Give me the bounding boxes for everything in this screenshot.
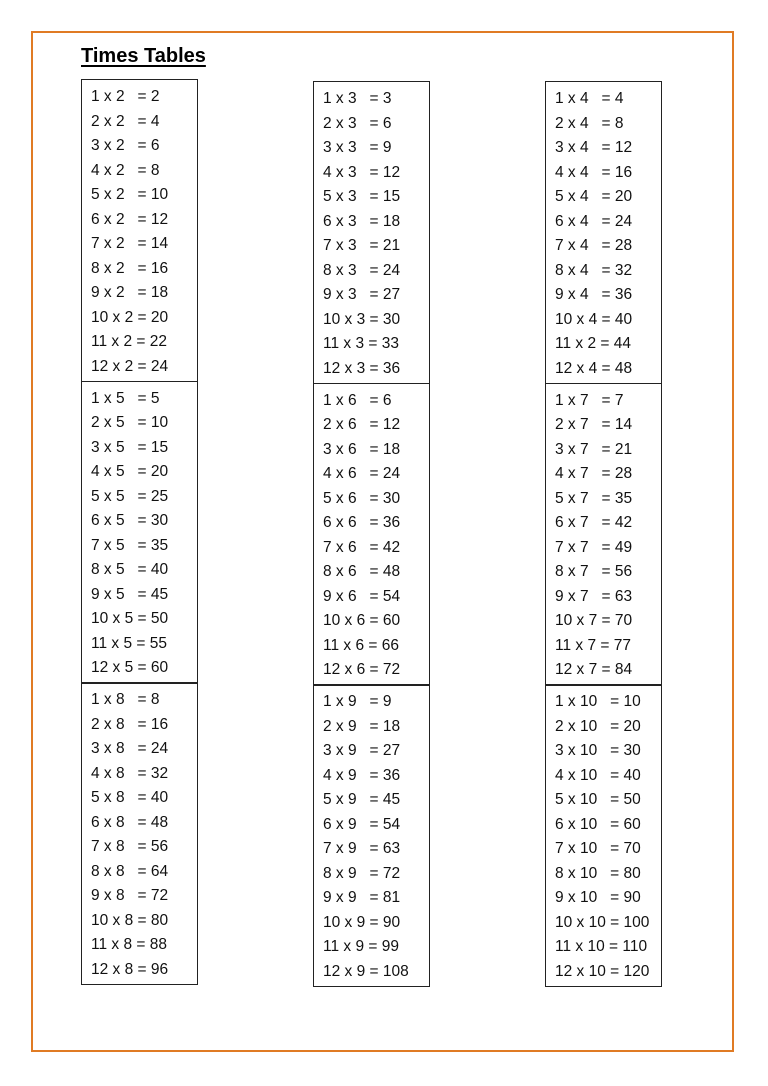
table-row: 10 x 6 = 60 xyxy=(323,612,401,629)
table-row: 3 x 2 = 6 xyxy=(91,137,160,154)
table-row: 7 x 10 = 70 xyxy=(555,840,641,857)
table-row: 3 x 9 = 27 xyxy=(323,742,401,759)
table-row: 6 x 9 = 54 xyxy=(323,815,401,833)
table-row: 12 x 2 = 24 xyxy=(91,357,169,375)
table-row: 7 x 4 = 28 xyxy=(555,237,633,254)
table-row: 1 x 10 = 10 xyxy=(555,693,641,710)
table-row: 6 x 4 = 24 xyxy=(555,212,633,230)
table-column xyxy=(545,81,662,987)
table-row: 2 x 4 = 8 xyxy=(555,114,624,132)
table-row: 8 x 5 = 40 xyxy=(91,561,169,578)
table-row: 12 x 8 = 96 xyxy=(91,960,169,978)
table-row: 4 x 10 = 40 xyxy=(555,766,641,784)
table-row: 2 x 3 = 6 xyxy=(323,114,392,132)
table-row: 4 x 7 = 28 xyxy=(555,465,633,482)
table-row: 1 x 9 = 9 xyxy=(323,693,392,710)
table-row: 11 x 2 = 22 xyxy=(91,333,167,350)
table-row: 9 x 4 = 36 xyxy=(555,286,633,303)
table-row: 3 x 3 = 9 xyxy=(323,139,392,156)
table-row: 10 x 2 = 20 xyxy=(91,308,169,326)
table-row: 7 x 7 = 49 xyxy=(555,538,633,556)
table-row: 4 x 9 = 36 xyxy=(323,766,401,784)
table-row: 3 x 6 = 18 xyxy=(323,440,401,458)
table-row: 8 x 10 = 80 xyxy=(555,864,641,882)
table-row: 9 x 7 = 63 xyxy=(555,587,633,605)
table-row: 5 x 3 = 15 xyxy=(323,188,401,205)
table-row: 5 x 7 = 35 xyxy=(555,489,633,507)
table-row: 6 x 6 = 36 xyxy=(323,514,401,531)
table-row: 12 x 10 = 120 xyxy=(555,962,650,980)
table-row: 6 x 3 = 18 xyxy=(323,212,401,230)
table-row: 11 x 6 = 66 xyxy=(323,636,399,654)
table-row: 3 x 4 = 12 xyxy=(555,139,633,156)
table-row: 5 x 9 = 45 xyxy=(323,791,401,808)
table-row: 7 x 5 = 35 xyxy=(91,536,169,554)
table-row: 7 x 6 = 42 xyxy=(323,538,401,556)
times-table-4 xyxy=(545,81,662,384)
table-row: 2 x 6 = 12 xyxy=(323,416,401,433)
table-row: 11 x 7 = 77 xyxy=(555,636,631,654)
table-row: 12 x 6 = 72 xyxy=(323,661,401,678)
times-table-9 xyxy=(313,684,430,987)
table-row: 6 x 10 = 60 xyxy=(555,815,641,833)
table-row: 9 x 10 = 90 xyxy=(555,889,641,906)
table-row: 1 x 6 = 6 xyxy=(323,391,392,409)
table-row: 8 x 2 = 16 xyxy=(91,259,169,277)
table-row: 6 x 7 = 42 xyxy=(555,514,633,531)
table-row: 1 x 3 = 3 xyxy=(323,90,392,107)
table-row: 9 x 5 = 45 xyxy=(91,585,169,603)
table-row: 8 x 6 = 48 xyxy=(323,563,401,580)
table-row: 3 x 7 = 21 xyxy=(555,440,633,458)
table-row: 5 x 4 = 20 xyxy=(555,188,633,205)
table-row: 10 x 10 = 100 xyxy=(555,913,650,931)
table-row: 8 x 8 = 64 xyxy=(91,862,169,880)
table-column xyxy=(81,79,198,985)
table-row: 11 x 10 = 110 xyxy=(555,938,648,955)
table-row: 11 x 9 = 99 xyxy=(323,938,399,955)
table-row: 2 x 7 = 14 xyxy=(555,416,633,433)
table-row: 6 x 5 = 30 xyxy=(91,512,169,529)
table-row: 12 x 4 = 48 xyxy=(555,359,633,377)
table-row: 10 x 3 = 30 xyxy=(323,310,401,328)
page-title: Times Tables xyxy=(81,45,206,67)
table-row: 9 x 2 = 18 xyxy=(91,284,169,301)
table-row: 10 x 5 = 50 xyxy=(91,610,169,627)
times-table-6 xyxy=(313,383,430,686)
table-row: 2 x 2 = 4 xyxy=(91,112,160,130)
table-row: 9 x 6 = 54 xyxy=(323,587,401,605)
table-row: 1 x 2 = 2 xyxy=(91,88,160,105)
table-row: 5 x 2 = 10 xyxy=(91,186,169,203)
table-row: 5 x 6 = 30 xyxy=(323,489,401,507)
table-row: 10 x 9 = 90 xyxy=(323,913,401,931)
table-row: 4 x 3 = 12 xyxy=(323,163,401,181)
table-row: 5 x 5 = 25 xyxy=(91,487,169,505)
times-table-3 xyxy=(313,81,430,384)
table-row: 12 x 3 = 36 xyxy=(323,359,401,377)
table-row: 10 x 7 = 70 xyxy=(555,612,633,629)
table-row: 5 x 8 = 40 xyxy=(91,789,169,806)
table-row: 11 x 8 = 88 xyxy=(91,936,167,953)
table-row: 5 x 10 = 50 xyxy=(555,791,641,808)
table-row: 1 x 5 = 5 xyxy=(91,389,160,407)
table-row: 10 x 4 = 40 xyxy=(555,310,633,328)
table-column xyxy=(313,81,430,987)
times-table-10 xyxy=(545,684,662,987)
times-table-2 xyxy=(81,79,198,382)
table-row: 8 x 7 = 56 xyxy=(555,563,633,580)
table-row: 12 x 7 = 84 xyxy=(555,661,633,678)
table-row: 4 x 8 = 32 xyxy=(91,764,169,782)
table-row: 1 x 8 = 8 xyxy=(91,691,160,708)
table-row: 11 x 3 = 33 xyxy=(323,335,399,352)
times-table-8 xyxy=(81,682,198,985)
table-row: 8 x 4 = 32 xyxy=(555,261,633,279)
times-table-7 xyxy=(545,383,662,686)
table-row: 2 x 8 = 16 xyxy=(91,715,169,733)
times-table-5 xyxy=(81,381,198,684)
table-row: 4 x 2 = 8 xyxy=(91,161,160,179)
table-row: 1 x 7 = 7 xyxy=(555,391,624,409)
table-row: 8 x 9 = 72 xyxy=(323,864,401,882)
table-row: 7 x 8 = 56 xyxy=(91,838,169,855)
table-row: 4 x 4 = 16 xyxy=(555,163,633,181)
table-row: 12 x 9 = 108 xyxy=(323,962,409,980)
table-row: 3 x 8 = 24 xyxy=(91,740,169,757)
table-row: 4 x 5 = 20 xyxy=(91,463,169,480)
table-row: 2 x 5 = 10 xyxy=(91,414,169,431)
table-row: 6 x 8 = 48 xyxy=(91,813,169,831)
table-row: 9 x 3 = 27 xyxy=(323,286,401,303)
table-row: 12 x 5 = 60 xyxy=(91,659,169,676)
table-row: 7 x 9 = 63 xyxy=(323,840,401,857)
table-row: 7 x 3 = 21 xyxy=(323,237,401,254)
table-row: 9 x 8 = 72 xyxy=(91,887,169,904)
table-row: 7 x 2 = 14 xyxy=(91,235,169,252)
table-row: 3 x 5 = 15 xyxy=(91,438,169,456)
table-row: 2 x 10 = 20 xyxy=(555,717,641,735)
table-row: 9 x 9 = 81 xyxy=(323,889,401,906)
table-row: 1 x 4 = 4 xyxy=(555,90,624,107)
table-row: 2 x 9 = 18 xyxy=(323,717,401,735)
table-row: 8 x 3 = 24 xyxy=(323,261,401,279)
table-row: 10 x 8 = 80 xyxy=(91,911,169,929)
table-row: 6 x 2 = 12 xyxy=(91,210,169,228)
table-row: 11 x 5 = 55 xyxy=(91,634,167,652)
table-row: 4 x 6 = 24 xyxy=(323,465,401,482)
table-row: 3 x 10 = 30 xyxy=(555,742,641,759)
table-row: 11 x 2 = 44 xyxy=(555,335,631,352)
